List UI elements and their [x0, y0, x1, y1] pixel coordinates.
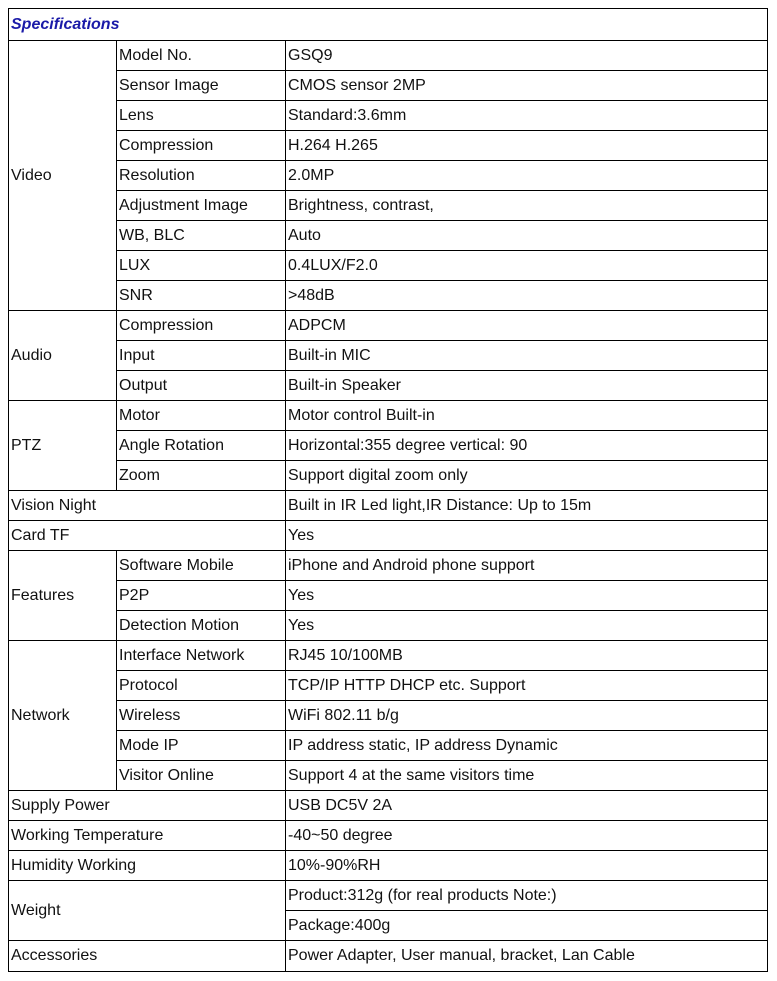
group-label-accessories: Accessories	[9, 941, 286, 972]
group-label-video: Video	[9, 41, 117, 311]
spec-label: Detection Motion	[117, 611, 286, 641]
spec-row-network-interface-network	[9, 641, 768, 671]
spec-row-video-lux	[9, 251, 768, 281]
spec-label: Input	[117, 341, 286, 371]
spec-value: iPhone and Android phone support	[286, 551, 768, 581]
group-label-features: Features	[9, 551, 117, 641]
spec-label: Sensor Image	[117, 71, 286, 101]
spec-label: LUX	[117, 251, 286, 281]
spec-value: CMOS sensor 2MP	[286, 71, 768, 101]
specifications-table	[8, 8, 768, 972]
spec-value: USB DC5V 2A	[286, 791, 768, 821]
spec-label: Angle Rotation	[117, 431, 286, 461]
spec-label: Wireless	[117, 701, 286, 731]
group-label-audio: Audio	[9, 311, 117, 401]
spec-value: RJ45 10/100MB	[286, 641, 768, 671]
spec-row-working-temperature	[9, 821, 768, 851]
spec-row-features-detection-motion	[9, 611, 768, 641]
spec-row-supply-power	[9, 791, 768, 821]
group-label-ptz: PTZ	[9, 401, 117, 491]
spec-row-network-mode-ip	[9, 731, 768, 761]
spec-row-audio-input	[9, 341, 768, 371]
spec-row-video-wb-blc	[9, 221, 768, 251]
spec-value: Standard:3.6mm	[286, 101, 768, 131]
spec-value: Built-in MIC	[286, 341, 768, 371]
spec-value: IP address static, IP address Dynamic	[286, 731, 768, 761]
spec-row-features-software-mobile	[9, 551, 768, 581]
spec-row-video-snr	[9, 281, 768, 311]
spec-value: Package:400g	[286, 911, 768, 941]
spec-row-video-lens	[9, 101, 768, 131]
spec-value: Yes	[286, 611, 768, 641]
spec-row-network-visitor-online	[9, 761, 768, 791]
spec-value: Support digital zoom only	[286, 461, 768, 491]
group-label-humidity-working: Humidity Working	[9, 851, 286, 881]
spec-value: 2.0MP	[286, 161, 768, 191]
specifications-body	[9, 9, 768, 972]
spec-row-video-sensor-image	[9, 71, 768, 101]
spec-row-network-wireless	[9, 701, 768, 731]
spec-value: 0.4LUX/F2.0	[286, 251, 768, 281]
group-label-weight: Weight	[9, 881, 286, 941]
spec-row-accessories	[9, 941, 768, 972]
spec-value: H.264 H.265	[286, 131, 768, 161]
spec-value: WiFi 802.11 b/g	[286, 701, 768, 731]
group-label-working-temperature: Working Temperature	[9, 821, 286, 851]
spec-value: Yes	[286, 521, 768, 551]
spec-label: Visitor Online	[117, 761, 286, 791]
spec-label: Compression	[117, 311, 286, 341]
group-label-supply-power: Supply Power	[9, 791, 286, 821]
spec-label: Protocol	[117, 671, 286, 701]
spec-value: Product:312g (for real products Note:)	[286, 881, 768, 911]
spec-label: Mode IP	[117, 731, 286, 761]
spec-value: Support 4 at the same visitors time	[286, 761, 768, 791]
group-label-network: Network	[9, 641, 117, 791]
spec-value: Power Adapter, User manual, bracket, Lan Cable	[286, 941, 768, 972]
spec-row-video-compression	[9, 131, 768, 161]
spec-value: Built in IR Led light,IR Distance: Up to 15m	[286, 491, 768, 521]
spec-value: Horizontal:355 degree vertical: 90	[286, 431, 768, 461]
spec-value: GSQ9	[286, 41, 768, 71]
spec-value: ADPCM	[286, 311, 768, 341]
spec-label: Interface Network	[117, 641, 286, 671]
title-row	[9, 9, 768, 41]
spec-row-features-p2p	[9, 581, 768, 611]
spec-label: WB, BLC	[117, 221, 286, 251]
spec-value: Yes	[286, 581, 768, 611]
spec-label: Software Mobile	[117, 551, 286, 581]
spec-value: Brightness, contrast,	[286, 191, 768, 221]
spec-row-audio-compression	[9, 311, 768, 341]
spec-row-video-model-no	[9, 41, 768, 71]
spec-value: >48dB	[286, 281, 768, 311]
spec-label: Motor	[117, 401, 286, 431]
spec-row-audio-output	[9, 371, 768, 401]
spec-label: SNR	[117, 281, 286, 311]
spec-row-network-protocol	[9, 671, 768, 701]
specifications-title: Specifications	[9, 9, 768, 41]
spec-label: Resolution	[117, 161, 286, 191]
spec-label: Model No.	[117, 41, 286, 71]
spec-label: Lens	[117, 101, 286, 131]
spec-value: TCP/IP HTTP DHCP etc. Support	[286, 671, 768, 701]
spec-value: -40~50 degree	[286, 821, 768, 851]
spec-row-weight-1	[9, 881, 768, 911]
spec-label: Output	[117, 371, 286, 401]
group-label-card-tf: Card TF	[9, 521, 286, 551]
group-label-vision-night: Vision Night	[9, 491, 286, 521]
spec-row-ptz-motor	[9, 401, 768, 431]
spec-row-card-tf	[9, 521, 768, 551]
spec-row-ptz-angle-rotation	[9, 431, 768, 461]
spec-row-video-adjustment-image	[9, 191, 768, 221]
spec-value: Auto	[286, 221, 768, 251]
spec-label: Adjustment Image	[117, 191, 286, 221]
spec-label: Compression	[117, 131, 286, 161]
spec-row-video-resolution	[9, 161, 768, 191]
spec-value: 10%-90%RH	[286, 851, 768, 881]
spec-value: Motor control Built-in	[286, 401, 768, 431]
spec-value: Built-in Speaker	[286, 371, 768, 401]
spec-label: P2P	[117, 581, 286, 611]
spec-label: Zoom	[117, 461, 286, 491]
spec-row-humidity-working	[9, 851, 768, 881]
spec-row-vision-night	[9, 491, 768, 521]
spec-row-ptz-zoom	[9, 461, 768, 491]
